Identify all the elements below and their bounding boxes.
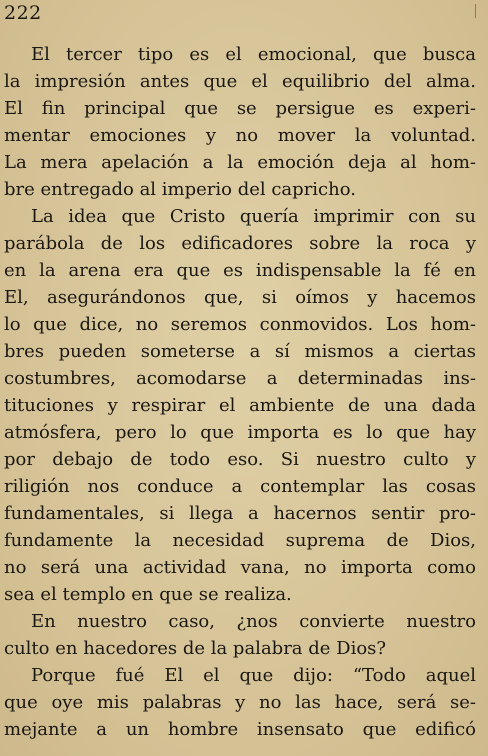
text-line	[0, 176, 488, 206]
page-edge-mark	[475, 4, 476, 18]
text-line	[0, 608, 488, 638]
text-line	[0, 635, 488, 665]
line-text: no será una actividad vana, no importa como	[4, 557, 476, 578]
text-line	[0, 311, 488, 341]
text-line	[0, 716, 488, 746]
line-text: tituciones y respirar el ambiente de una dada	[4, 395, 476, 416]
line-text: El tercer tipo es el emocional, que busca	[31, 44, 476, 65]
text-line	[0, 500, 488, 530]
line-text: Porque fué El el que dijo: “Todo aquel	[31, 665, 476, 686]
line-text: por debajo de todo eso. Si nuestro culto y	[4, 449, 476, 470]
text-line	[0, 122, 488, 152]
text-line	[0, 203, 488, 233]
line-text: mentar emociones y no mover la voluntad.	[4, 125, 476, 146]
text-line	[0, 554, 488, 584]
line-text: bre entregado al imperio del capricho.	[4, 179, 356, 200]
text-line	[0, 581, 488, 611]
line-text: atmósfera, pero lo que importa es lo que hay	[4, 422, 476, 443]
text-line	[0, 149, 488, 179]
text-line	[0, 230, 488, 260]
text-line	[0, 365, 488, 395]
line-text: fundamentales, si llega a hacernos sentir pro-	[4, 503, 476, 524]
text-line	[0, 257, 488, 287]
text-line	[0, 284, 488, 314]
line-text: que oye mis palabras y no las hace, será se-	[4, 692, 476, 713]
text-line	[0, 41, 488, 71]
text-line	[0, 68, 488, 98]
text-line	[0, 392, 488, 422]
text-line	[0, 689, 488, 719]
line-text: riligión nos conduce a contemplar las cosas	[4, 476, 476, 497]
line-text: culto en hacedores de la palabra de Dios?	[4, 638, 387, 659]
line-text: lo que dice, no seremos conmovidos. Los hom-	[4, 314, 476, 335]
text-line	[0, 473, 488, 503]
line-text: parábola de los edificadores sobre la roca y	[4, 233, 476, 254]
page-number: 222	[4, 2, 42, 24]
line-text: costumbres, acomodarse a determinadas ins-	[4, 368, 476, 389]
line-text: La mera apelación a la emoción deja al hom-	[4, 152, 476, 173]
line-text: mejante a un hombre insensato que edificó	[4, 719, 476, 740]
line-text: sea el templo en que se realiza.	[4, 584, 292, 605]
text-line	[0, 662, 488, 692]
line-text: En nuestro caso, ¿nos convierte nuestro	[31, 611, 476, 632]
line-text: en la arena era que es indispensable la fé en	[4, 260, 476, 281]
line-text: La idea que Cristo quería imprimir con su	[31, 206, 476, 227]
text-line	[0, 419, 488, 449]
text-line	[0, 527, 488, 557]
text-line	[0, 338, 488, 368]
text-line	[0, 95, 488, 125]
line-text: El fin principal que se persigue es experi-	[4, 98, 476, 119]
line-text: la impresión antes que el equilibrio del alma.	[4, 71, 476, 92]
line-text: bres pueden someterse a sí mismos a ciertas	[4, 341, 476, 362]
text-line	[0, 446, 488, 476]
line-text: El, asegurándonos que, si oímos y hacemos	[4, 287, 476, 308]
line-text: fundamente la necesidad suprema de Dios,	[4, 530, 476, 551]
